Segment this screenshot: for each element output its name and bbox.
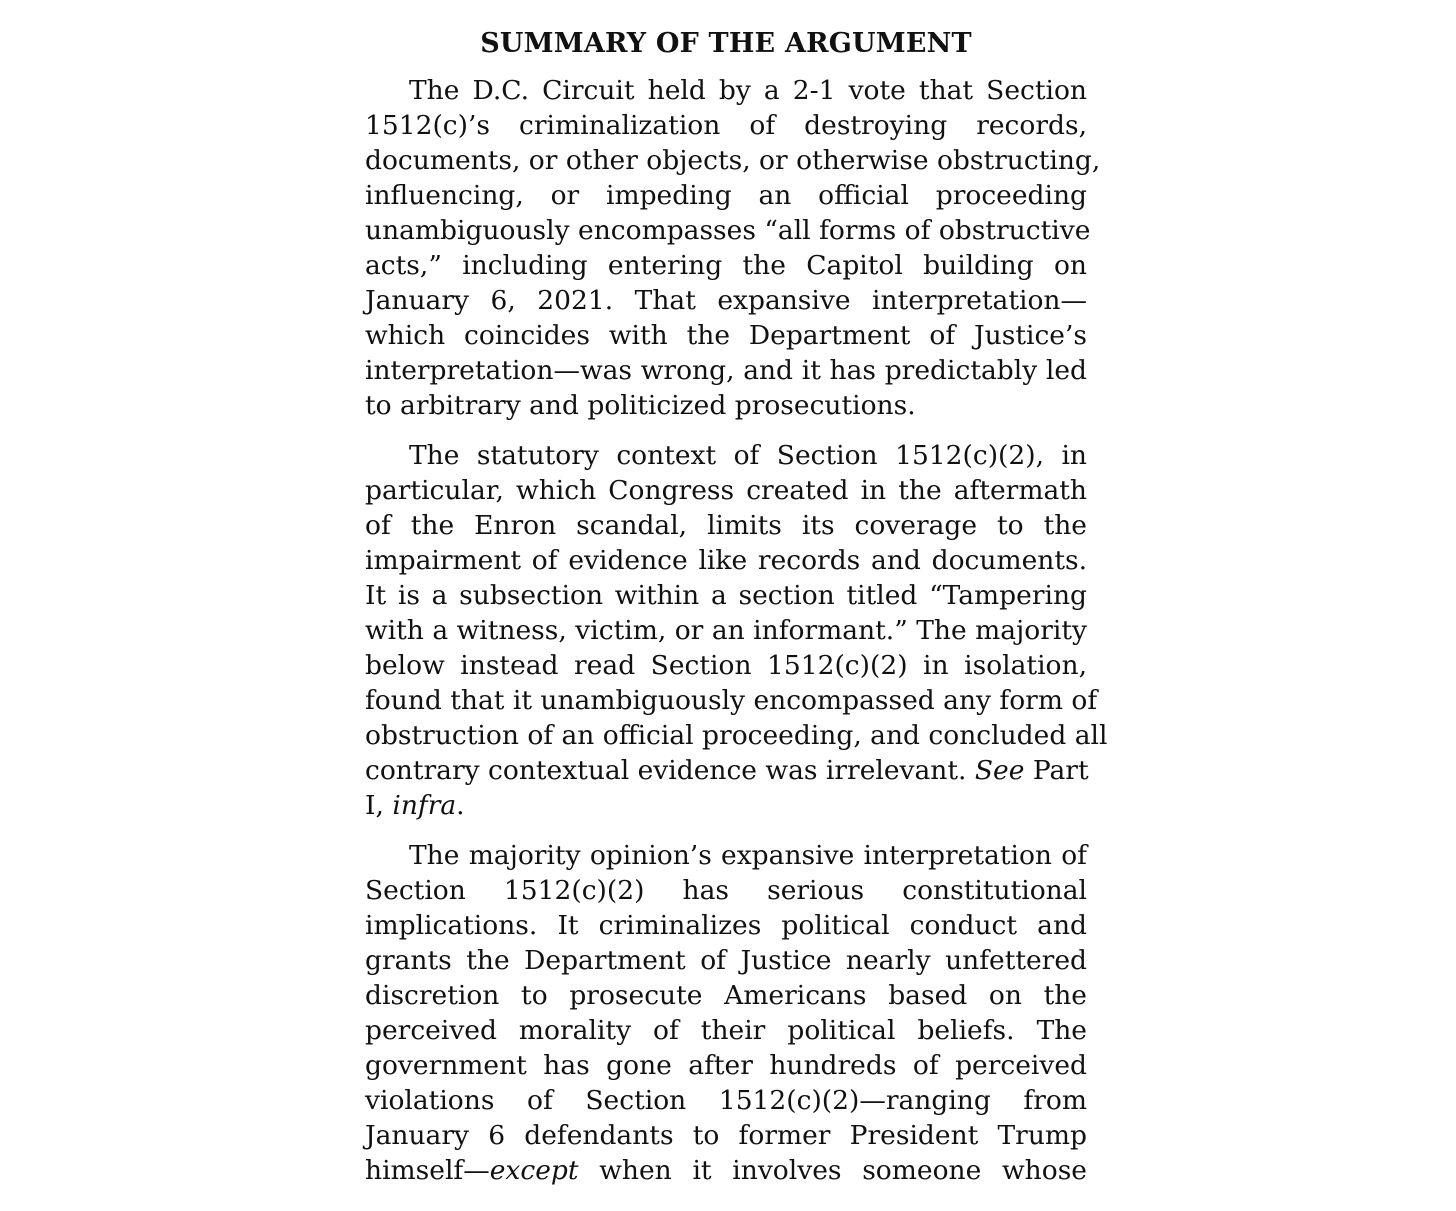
paragraph-line-with-citation bbox=[365, 788, 1087, 823]
paragraph-line: The majority opinion’s expansive interpretation of bbox=[409, 840, 1087, 871]
paragraph-line: particular, which Congress created in the aftermath bbox=[365, 475, 1087, 506]
paragraph-line: impairment of evidence like records and documents. bbox=[365, 545, 1087, 576]
paragraph-line: The statutory context of Section 1512(c)(2), in bbox=[409, 440, 1087, 471]
paragraph-line: It is a subsection within a section titled “Tampering bbox=[365, 580, 1087, 611]
paragraph-line-with-citation bbox=[365, 753, 1087, 788]
paragraph-line: with a witness, victim, or an informant.” The majority bbox=[365, 615, 1087, 646]
section-heading: SUMMARY OF THE ARGUMENT bbox=[480, 28, 972, 59]
paragraph-line: of the Enron scandal, limits its coverage to the bbox=[365, 510, 1087, 541]
paragraph-line-text: I, bbox=[365, 790, 384, 821]
paragraph-line-text: contrary contextual evidence was irrelevant. bbox=[365, 755, 967, 786]
paragraph-line-with-emphasis bbox=[365, 1153, 1087, 1188]
paragraph-line: discretion to prosecute Americans based on the bbox=[365, 980, 1087, 1011]
paragraph-line: 1512(c)’s criminalization of destroying records, bbox=[365, 110, 1087, 141]
paragraph-line: documents, or other objects, or otherwise obstructing, bbox=[365, 145, 1101, 176]
paragraph-line: influencing, or impeding an official proceeding bbox=[365, 180, 1087, 211]
paragraph-line: government has gone after hundreds of perceived bbox=[365, 1050, 1087, 1081]
paragraph-line: January 6, 2021. That expansive interpretation— bbox=[365, 285, 1087, 316]
paragraph-1 bbox=[365, 73, 1101, 423]
paragraph-line-text: himself— bbox=[365, 1155, 490, 1186]
paragraph-line: grants the Department of Justice nearly unfettered bbox=[365, 945, 1087, 976]
document-page bbox=[365, 26, 1108, 1203]
paragraph-line-tail: when it involves someone whose bbox=[599, 1155, 1087, 1186]
paragraph-line: unambiguously encompasses “all forms of obstructive bbox=[365, 215, 1091, 246]
paragraph-line: interpretation—was wrong, and it has predictably led bbox=[365, 355, 1087, 386]
paragraph-line: to arbitrary and politicized prosecutions. bbox=[365, 390, 916, 421]
paragraph-line: which coincides with the Department of Justice’s bbox=[365, 320, 1087, 351]
citation-see: See bbox=[974, 755, 1025, 786]
paragraph-line: Section 1512(c)(2) has serious constitutional bbox=[365, 875, 1087, 906]
paragraph-line: below instead read Section 1512(c)(2) in isolation, bbox=[365, 650, 1087, 681]
paragraph-line: violations of Section 1512(c)(2)—ranging from bbox=[365, 1085, 1087, 1116]
citation-part: Part bbox=[1032, 755, 1089, 786]
paragraph-2 bbox=[365, 438, 1108, 823]
citation-infra: infra bbox=[392, 790, 457, 821]
paragraph-3 bbox=[365, 838, 1087, 1188]
paragraph-line: acts,” including entering the Capitol building on bbox=[365, 250, 1087, 281]
paragraph-line: implications. It criminalizes political conduct and bbox=[365, 910, 1087, 941]
paragraph-line: found that it unambiguously encompassed any form of bbox=[365, 685, 1098, 716]
paragraph-line: The D.C. Circuit held by a 2-1 vote that Section bbox=[409, 75, 1087, 106]
citation-period: . bbox=[456, 790, 465, 821]
emphasis-except: except bbox=[489, 1155, 579, 1186]
paragraph-line: January 6 defendants to former President Trump bbox=[365, 1120, 1087, 1151]
paragraph-line: obstruction of an official proceeding, and concluded all bbox=[365, 720, 1108, 751]
paragraph-line: perceived morality of their political beliefs. The bbox=[365, 1015, 1087, 1046]
